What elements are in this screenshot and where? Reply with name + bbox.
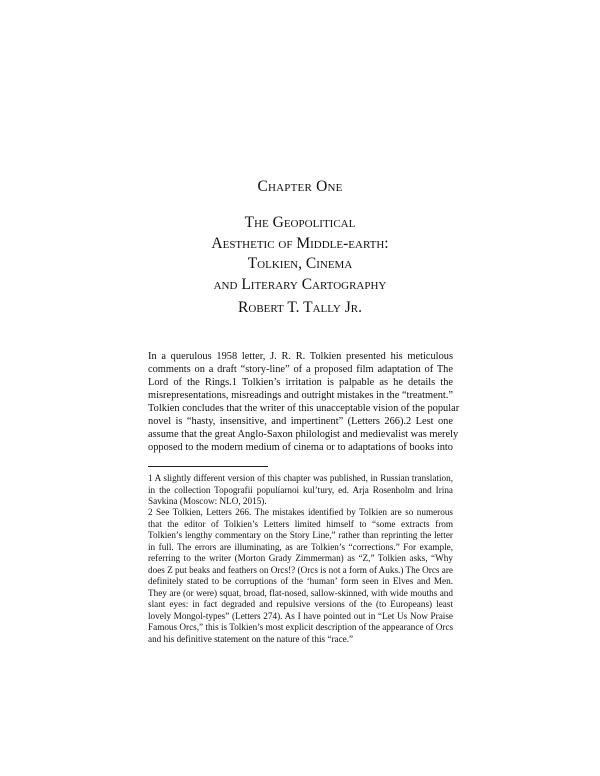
footnote-line: definitely stated to be corruptions of the ‘human’ form seen in Elves and Men. xyxy=(148,576,453,586)
footnote-1 xyxy=(148,473,453,508)
body-line: novel is “hasty, insensitive, and impertinent” (Letters 266).2 Lest one xyxy=(148,416,453,427)
footnote-line: does Z put beaks and feathers on Orcs!? (Orcs is not a form of Auks.) The Orcs are xyxy=(148,564,453,575)
footnote-line: Savkina (Moscow: NLO, 2015). xyxy=(148,496,267,506)
title-line: The Geopolitical xyxy=(244,214,356,231)
body-line: In a querulous 1958 letter, J. R. R. Tolkien presented his meticulous xyxy=(148,351,453,362)
body-line: assume that the great Anglo-Saxon philologist and medievalist was merely xyxy=(148,429,459,440)
footnote-line: that the editor of Tolkien’s Letters limited himself to “some extracts from xyxy=(148,518,453,529)
body-line: opposed to the modern medium of cinema or to adaptations of books into xyxy=(148,442,453,453)
chapter-title xyxy=(0,213,600,295)
footnote-line: They are (or were) squat, broad, flat-nosed, sallow-skinned, with wide mouths and xyxy=(148,587,453,598)
footnote-2 xyxy=(148,507,453,645)
footnote-line: slant eyes: in fact degraded and repulsive versions of the (to Europeans) least xyxy=(148,599,453,609)
footnote-line: in full. The errors are illuminating, as are Tolkien’s “corrections.” For example, xyxy=(148,541,453,552)
body-paragraph xyxy=(148,350,460,454)
chapter-label: Chapter One xyxy=(257,178,343,195)
author-name: Robert T. Tally Jr. xyxy=(238,299,362,316)
title-line: and Literary Cartography xyxy=(213,275,387,293)
footnote-line: Famous Orcs,” this is Tolkien’s most explicit description of the appearance of Orcs xyxy=(148,622,454,632)
footnote-line: Tolkien’s lengthy commentary on the Story Line,” rather than reprinting the letter xyxy=(148,530,453,540)
footnote-line: 1 A slightly different version of this chapter was published, in Russian translation, xyxy=(148,473,453,483)
title-line: Aesthetic of Middle-earth: xyxy=(211,234,389,252)
body-line: comments on a draft “story-line” of a proposed film adaptation of The xyxy=(148,364,453,375)
footnote-divider xyxy=(148,466,268,467)
body-line: Lord of the Rings.1 Tolkien’s irritation is palpable as he details the xyxy=(148,377,453,388)
footnote-line: 2 See Tolkien, Letters 266. The mistakes identified by Tolkien are so numerous xyxy=(148,507,453,517)
footnote-line: and his definitive statement on the nature of this “race.” xyxy=(148,633,354,644)
footnote-line: in the collection Topografii populíarnoi kul’tury, ed. Arja Rosenholm and Irina xyxy=(148,484,453,495)
body-line: Tolkien concludes that the writer of this unacceptable vision of the popular xyxy=(148,403,460,414)
footnote-line: referring to the writer (Morton Grady Zimmerman) as “Z,” Tolkien asks, “Why xyxy=(148,553,453,563)
footnote-line: lovely Mongol-types” (Letters 274). As I have pointed out in “Let Us Now Praise xyxy=(148,610,453,621)
title-line: Tolkien, Cinema xyxy=(247,255,353,272)
body-line: misrepresentations, misreadings and outright mistakes in the “treatment.” xyxy=(148,390,454,401)
